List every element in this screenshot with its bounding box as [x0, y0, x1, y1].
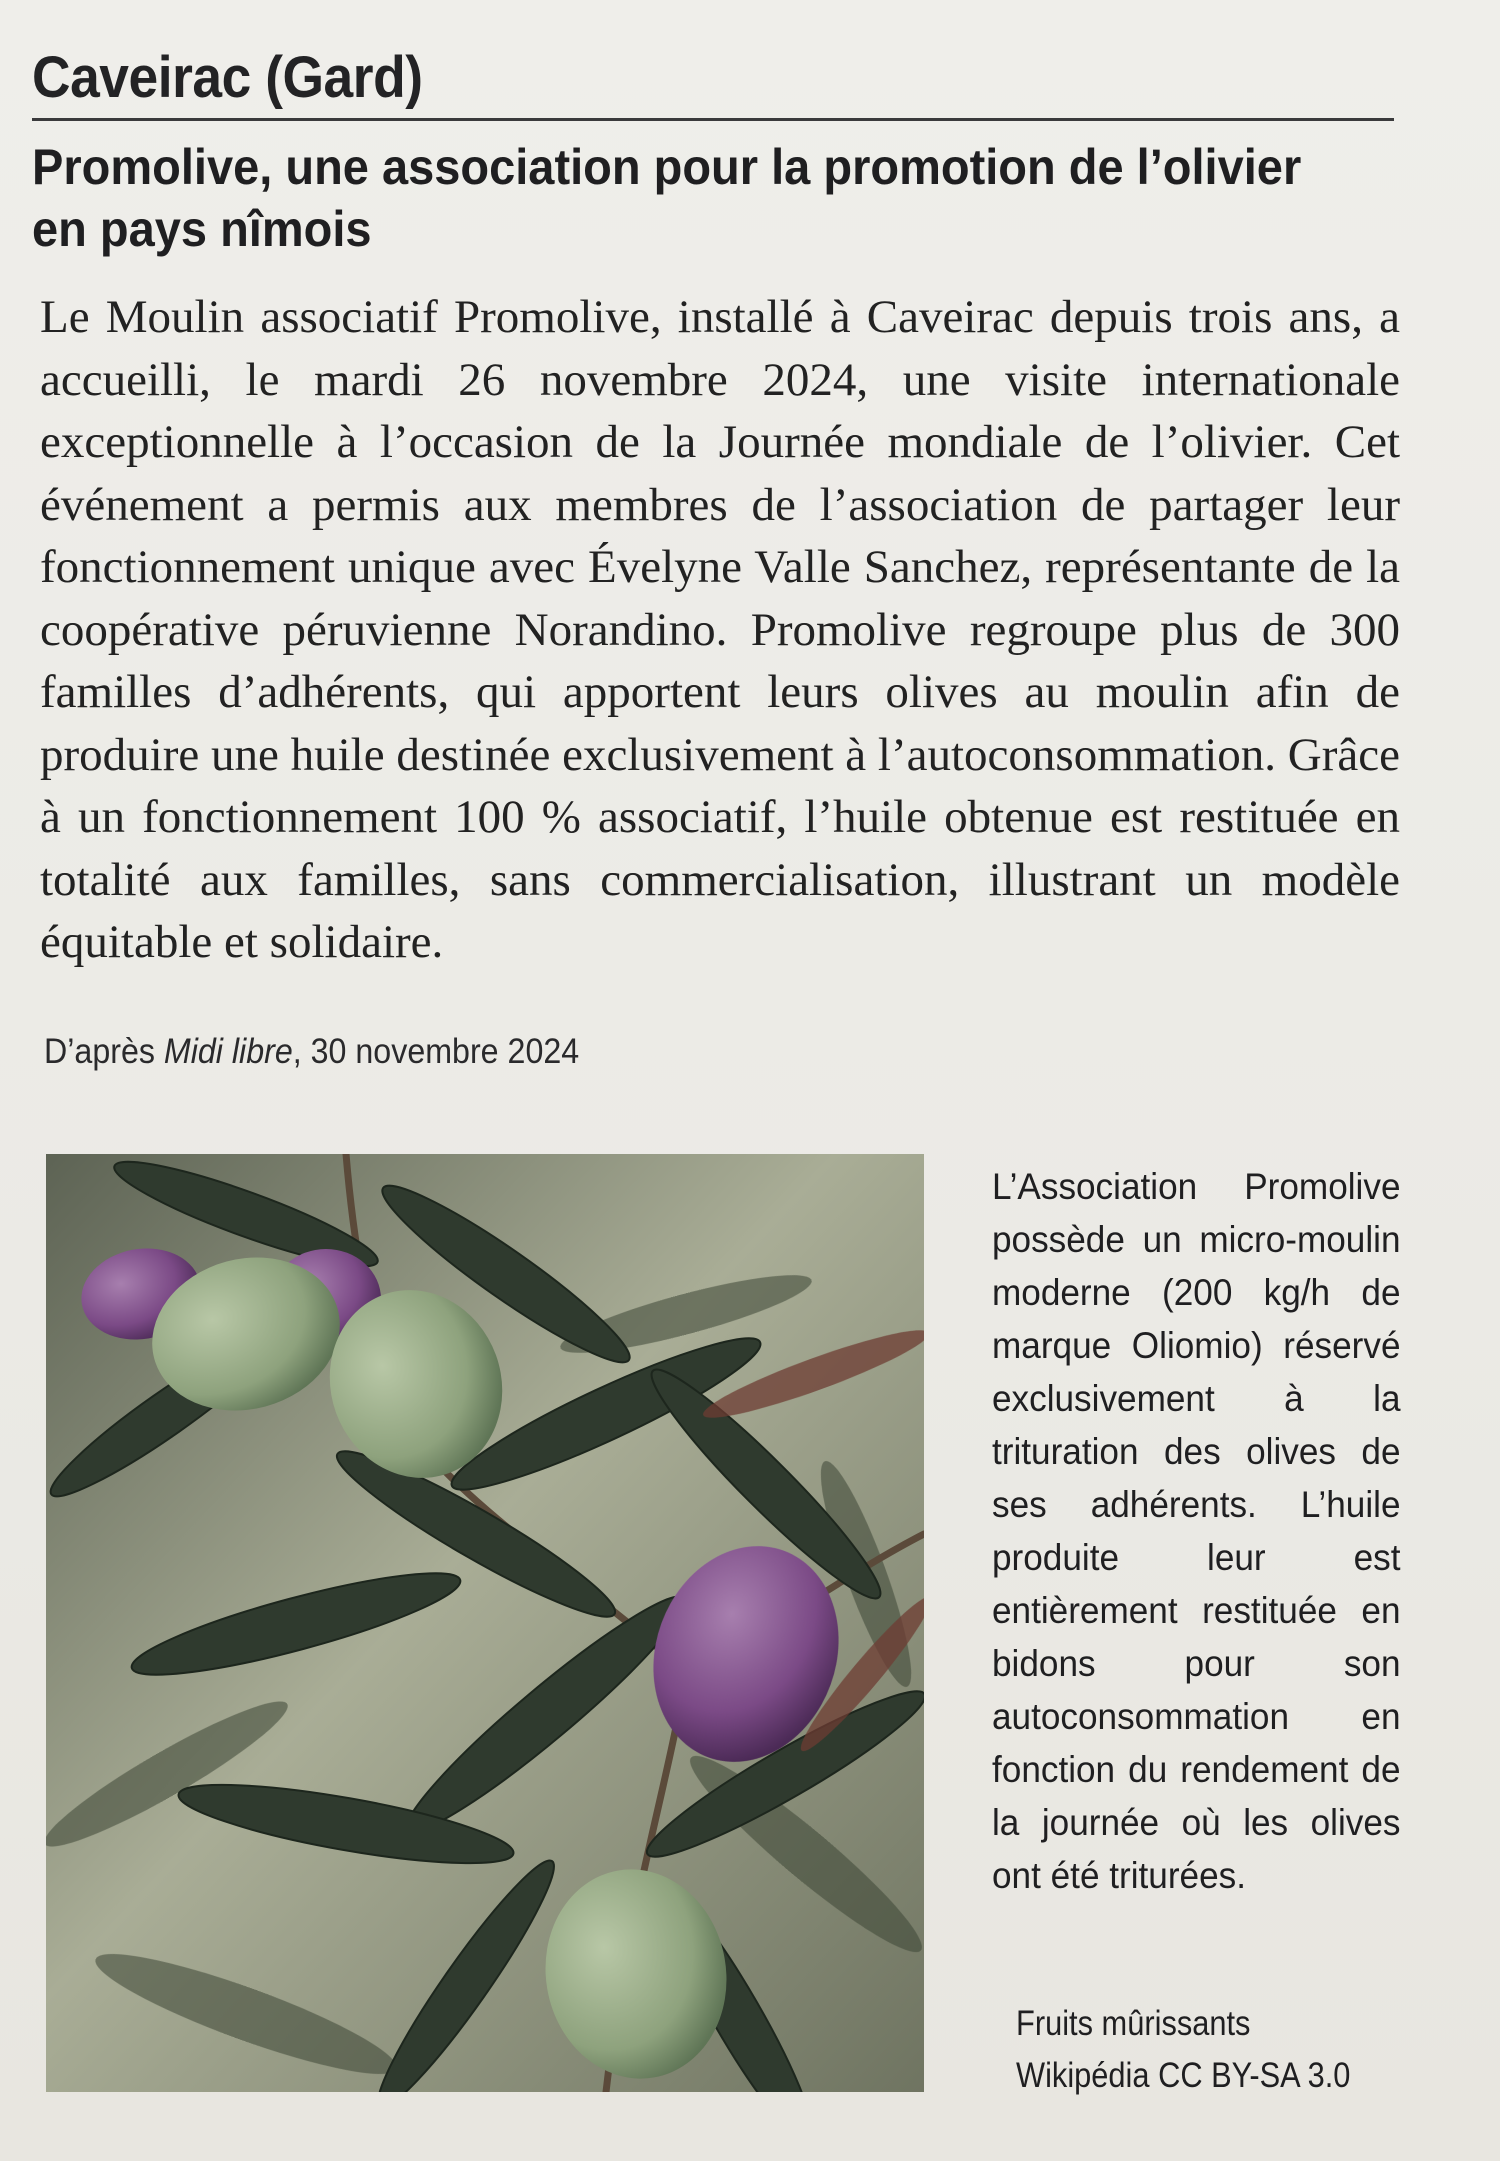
source-publication: Midi libre	[163, 1032, 293, 1071]
location-heading: Caveirac (Gard)	[32, 45, 423, 110]
photo-caption	[1016, 1998, 1368, 2102]
olive-branch-photo	[46, 1154, 924, 2092]
article-source	[44, 1032, 579, 1072]
article-headline: Promolive, une association pour la promotion de l’olivier en pays nîmois	[32, 139, 1302, 257]
source-prefix: D’après	[44, 1032, 164, 1071]
caption-title: Fruits mûrissants	[1016, 2004, 1251, 2043]
article-body: Le Moulin associatif Promolive, installé à Caveirac depuis trois ans, a accueilli, le mardi 26 novembre 2024, une visite internationale exceptionnelle à l’occasion de la Journée mondiale de l’olivier. Cet événement a permis aux membres de l’association de partager leur fonctionnement unique avec Évelyne Valle Sanchez, représentante de la coopérative péruvienne Norandino. Promolive regroupe plus de 300 familles d’adhérents, qui apportent leurs olives au moulin afin de produire une huile destinée exclusivement à l’autoconsommation. Grâce à un fonctionnement 100 % associatif, l’huile obtenue est restituée en totalité aux familles, sans commercialisation, illustrant un modèle équitable et solidaire.	[40, 291, 1400, 968]
heading-rule	[32, 118, 1394, 121]
source-date: , 30 novembre 2024	[292, 1032, 580, 1071]
caption-credit: Wikipédia CC BY-SA 3.0	[1016, 2056, 1351, 2095]
sidebar-text: L’Association Promolive possède un micro-moulin moderne (200 kg/h de marque Oliomio) réservé exclusivement à la trituration des olives de ses adhérents. L’huile produite leur est entièrement restituée en bidons pour son autoconsommation en fonction du rendement de la journée où les olives ont été triturées.	[992, 1166, 1401, 1896]
